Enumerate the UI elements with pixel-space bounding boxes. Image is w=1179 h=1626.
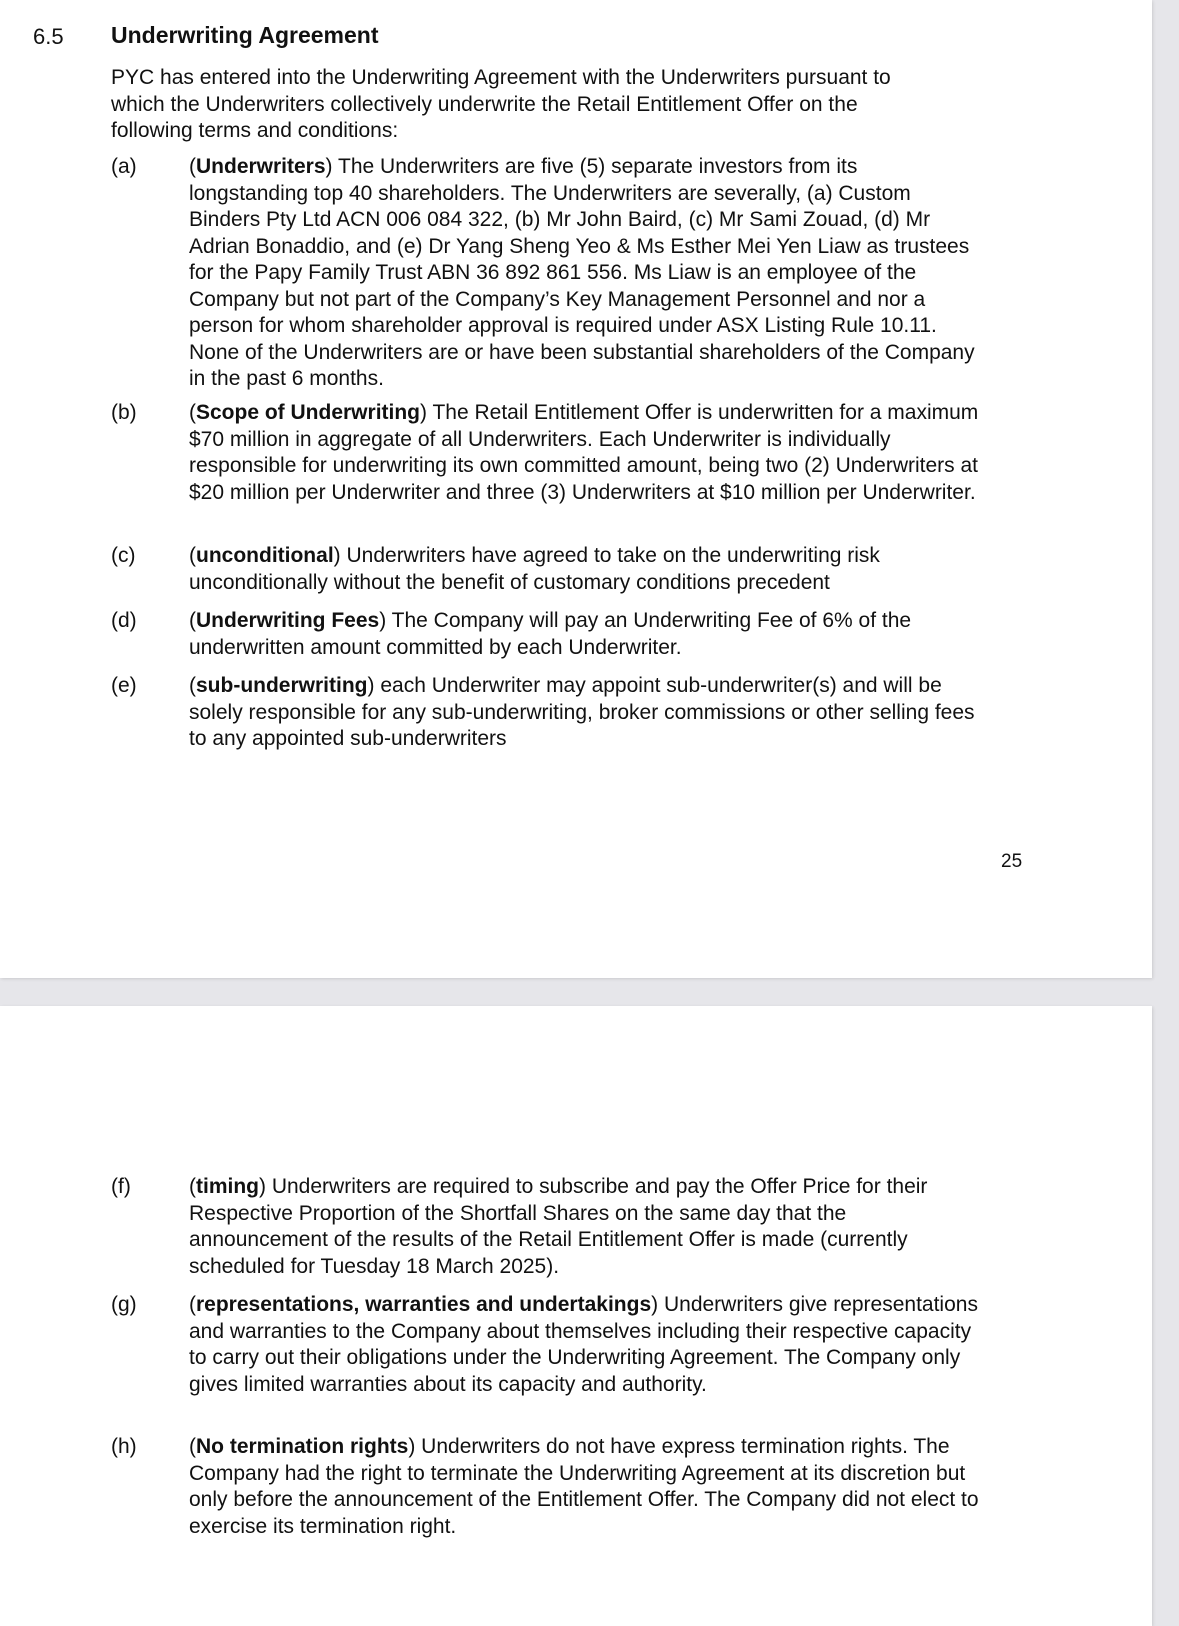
clause-text: (Underwriters) The Underwriters are five (5) separate investors from its longstanding top 40 shareholders. The Underwriters are severally, (a) Custom Binders Pty Ltd ACN 006 084 322, (b) Mr John Baird, (c) Mr Sami Zouad, (d) Mr Adrian Bonaddio, and (e) Dr Yang Sheng Yeo & Ms Esther Mei Yen Liaw as trustees for the Papy Family Trust ABN 36 892 861 556. Ms Liaw is an employee of the Company but not part of the Company’s Key Management Personnel and nor a person for whom shareholder approval is required under ASX Listing Rule 10.11. None of the Underwriters are or have been substantial shareholders of the Company in the past 6 months. (189, 155, 975, 390)
clause-body: The Company will pay an Underwriting Fee of 6% of the underwritten amount committed by each Underwriter. (189, 609, 912, 659)
clause-label: (a) (111, 155, 137, 178)
clause-label: (f) (111, 1175, 131, 1198)
clause-heading: Underwriters (196, 155, 326, 178)
clause-text: (representations, warranties and undertakings) Underwriters give representations and warranties to the Company about themselves including their respective capacity to carry out their obligations under the Underwriting Agreement. The Company only gives limited warranties about its capacity and authority. (189, 1293, 978, 1396)
clause-text: (timing) Underwriters are required to subscribe and pay the Offer Price for their Respective Proportion of the Shortfall Shares on the same day that the announcement of the results of the Retail Entitlement Offer is made (currently scheduled for Tuesday 18 March 2025). (189, 1175, 928, 1278)
section-number: 6.5 (33, 24, 64, 49)
clause-body: The Retail Entitlement Offer is underwritten for a maximum $70 million in aggregate of all Underwriters. Each Underwriter is individually responsible for underwriting its own committed amount, being two (2) Underwriters at $20 million per Underwriter and three (3) Underwriters at $10 million per Underwriter. (189, 401, 979, 504)
clause-body: Underwriters have agreed to take on the underwriting risk unconditionally without the benefit of customary conditions precedent (189, 544, 880, 594)
clause-heading: Underwriting Fees (196, 609, 380, 632)
clause-text: (unconditional) Underwriters have agreed to take on the underwriting risk unconditionally without the benefit of customary conditions precedent (189, 544, 880, 594)
clause-body: Underwriters are required to subscribe and pay the Offer Price for their Respective Proportion of the Shortfall Shares on the same day that the announcement of the results of the Retail Entitlement Offer is made (currently scheduled for Tuesday 18 March 2025). (189, 1175, 928, 1278)
clause-body: The Underwriters are five (5) separate investors from its longstanding top 40 shareholders. The Underwriters are severally, (a) Custom Binders Pty Ltd ACN 006 084 322, (b) Mr John Baird, (c) Mr Sami Zouad, (d) Mr Adrian Bonaddio, and (e) Dr Yang Sheng Yeo & Ms Esther Mei Yen Liaw as trustees for the Papy Family Trust ABN 36 892 861 556. Ms Liaw is an employee of the Company but not part of the Company’s Key Management Personnel and nor a person for whom shareholder approval is required under ASX Listing Rule 10.11. None of the Underwriters are or have been substantial shareholders of the Company in the past 6 months. (189, 155, 975, 390)
section-intro: PYC has entered into the Underwriting Agreement with the Underwriters pursuant to which the Underwriters collectively underwrite the Retail Entitlement Offer on the following terms and conditions: (111, 66, 891, 142)
clause-heading: sub-underwriting (196, 674, 368, 697)
clause-heading: unconditional (196, 544, 334, 567)
clause-heading: Scope of Underwriting (196, 401, 421, 424)
clause-text: (Scope of Underwriting) The Retail Entitlement Offer is underwritten for a maximum $70 million in aggregate of all Underwriters. Each Underwriter is individually responsible for underwriting its own committed amount, being two (2) Underwriters at $20 million per Underwriter and three (3) Underwriters at $10 million per Underwriter. (189, 401, 979, 504)
clause-label: (d) (111, 609, 137, 632)
clause-text: (Underwriting Fees) The Company will pay an Underwriting Fee of 6% of the underwritten amount committed by each Underwriter. (189, 609, 912, 659)
clause-label: (c) (111, 544, 136, 567)
clause-text: (No termination rights) Underwriters do not have express termination rights. The Company had the right to terminate the Underwriting Agreement at its discretion but only before the announcement of the Entitlement Offer. The Company did not elect to exercise its termination right. (189, 1435, 979, 1538)
clause-body: Underwriters give representations and warranties to the Company about themselves including their respective capacity to carry out their obligations under the Underwriting Agreement. The Company only gives limited warranties about its capacity and authority. (189, 1293, 978, 1396)
clause-body: Underwriters do not have express termination rights. The Company had the right to terminate the Underwriting Agreement at its discretion but only before the announcement of the Entitlement Offer. The Company did not elect to exercise its termination right. (189, 1435, 979, 1538)
clause-heading: representations, warranties and undertakings (196, 1293, 652, 1316)
document-page-26 (0, 1006, 1152, 1626)
clause-label: (b) (111, 401, 137, 424)
clause-label: (g) (111, 1293, 137, 1316)
clause-label: (e) (111, 674, 137, 697)
page-number: 25 (1001, 851, 1023, 872)
section-title: Underwriting Agreement (111, 22, 379, 48)
clause-text: (sub-underwriting) each Underwriter may appoint sub-underwriter(s) and will be solely responsible for any sub-underwriting, broker commissions or other selling fees to any appointed sub-underwriters (189, 674, 975, 750)
clause-heading: timing (196, 1175, 259, 1198)
clause-label: (h) (111, 1435, 137, 1458)
clause-body: each Underwriter may appoint sub-underwriter(s) and will be solely responsible for any sub-underwriting, broker commissions or other selling fees to any appointed sub-underwriters (189, 674, 975, 750)
clause-heading: No termination rights (196, 1435, 409, 1458)
